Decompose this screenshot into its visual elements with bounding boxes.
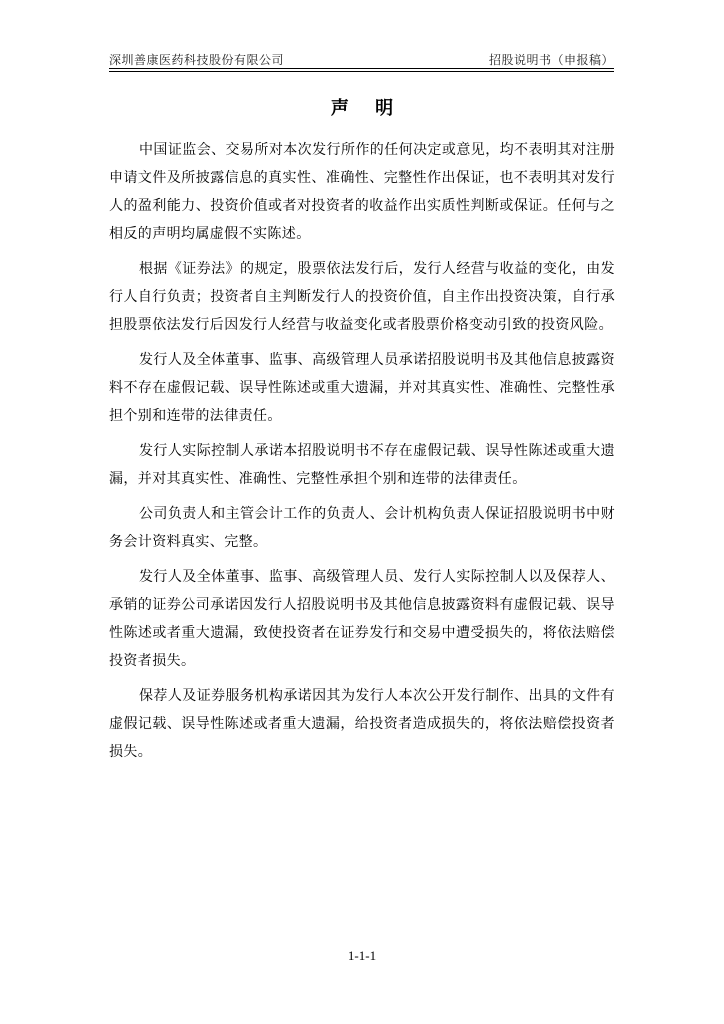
paragraph: 发行人及全体董事、监事、高级管理人员、发行人实际控制人以及保荐人、承销的证券公司承诺因发行人招股说明书及其他信息披露资料有虚假记载、误导性陈述或者重大遗漏，致使投资者在证券发行和交易中遭受损失的，将依法赔偿投资者损失。 <box>109 569 615 669</box>
running-header <box>109 48 614 68</box>
paragraph: 发行人实际控制人承诺本招股说明书不存在虚假记载、误导性陈述或重大遗漏，并对其真实性、准确性、完整性承担个别和连带的法律责任。 <box>109 443 615 487</box>
header-rule-thin <box>109 71 614 72</box>
page-number: 1-1-1 <box>347 948 377 963</box>
header-document-type: 招股说明书（申报稿） <box>488 53 614 67</box>
paragraph: 保荐人及证券服务机构承诺因其为发行人本次公开发行制作、出具的文件有虚假记载、误导性陈述或者重大遗漏，给投资者造成损失的，将依法赔偿投资者损失。 <box>109 688 615 760</box>
declaration-body <box>109 136 615 773</box>
paragraph: 发行人及全体董事、监事、高级管理人员承诺招股说明书及其他信息披露资料不存在虚假记载、误导性陈述或重大遗漏，并对其真实性、准确性、完整性承担个别和连带的法律责任。 <box>109 352 615 424</box>
header-rule <box>109 68 614 69</box>
paragraph: 中国证监会、交易所对本次发行所作的任何决定或意见，均不表明其对注册申请文件及所披露信息的真实性、准确性、完整性作出保证，也不表明其对发行人的盈利能力、投资价值或者对投资者的收益作出实质性判断或保证。任何与之相反的声明均属虚假不实陈述。 <box>109 142 615 242</box>
header-company-name: 深圳善康医药科技股份有限公司 <box>109 53 285 67</box>
paragraph: 公司负责人和主管会计工作的负责人、会计机构负责人保证招股说明书中财务会计资料真实、完整。 <box>109 506 615 550</box>
paragraph: 根据《证券法》的规定，股票依法发行后，发行人经营与收益的变化，由发行人自行负责；投资者自主判断发行人的投资价值，自主作出投资决策，自行承担股票依法发行后因发行人经营与收益变化或者股票价格变动引致的投资风险。 <box>109 261 615 333</box>
page-title: 声 明 <box>330 98 404 119</box>
